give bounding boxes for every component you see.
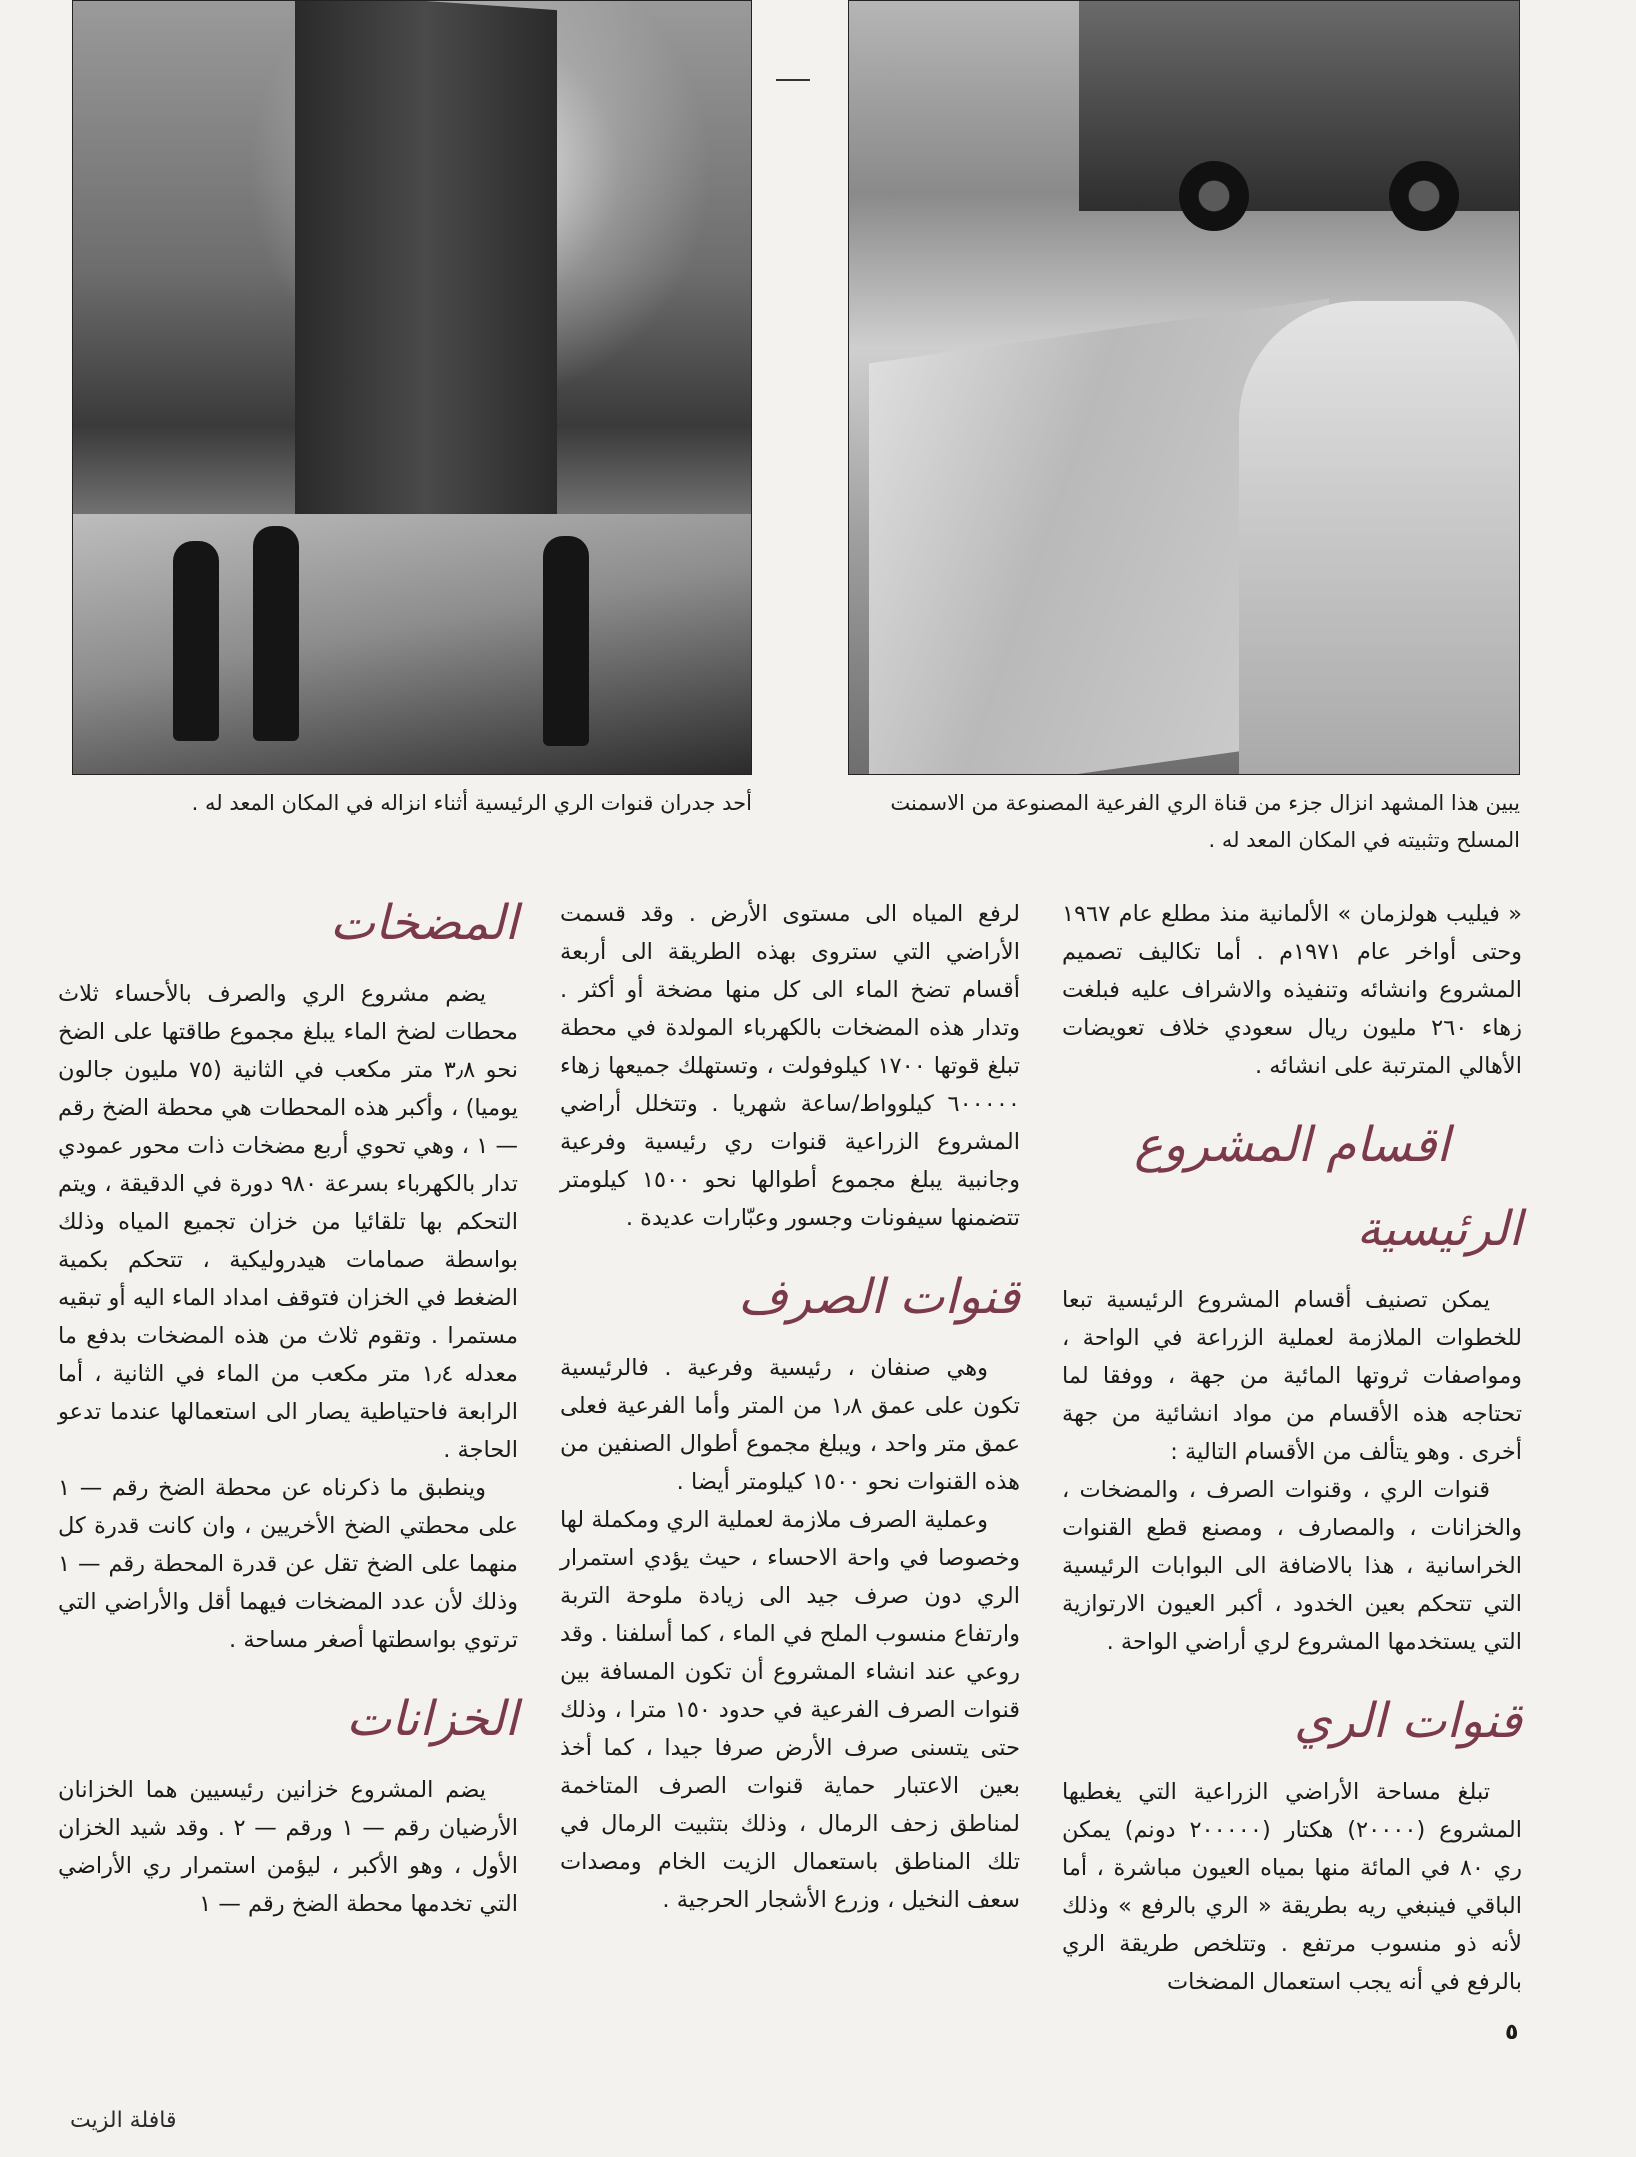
section-heading: قنوات الري xyxy=(1293,1693,1522,1749)
section-heading: المضخات xyxy=(329,895,518,951)
magazine-name: قافلة الزيت xyxy=(70,2108,177,2133)
article-column-middle xyxy=(560,895,1020,1919)
paragraph: وينطبق ما ذكرناه عن محطة الضخ رقم — ١ على محطتي الضخ الأخريين ، وان كانت قدرة كل منهما على الضخ تقل عن قدرة المحطة رقم — ١ وذلك لأن عدد المضخات فيهما أقل والأراضي التي ترتوي بواسطتها أصغر مساحة . xyxy=(58,1475,518,1653)
paragraph: يمكن تصنيف أقسام المشروع الرئيسية تبعا للخطوات الملازمة لعملية الزراعة في الواحة ، ومواصفات ثروتها المائية من جهة ، ووفقا لما تحتاجه هذه الأقسام من مواد انشائية من جهة أخرى . وهو يتألف من الأقسام التالية : xyxy=(1062,1287,1522,1465)
paragraph: تبلغ مساحة الأراضي الزراعية التي يغطيها المشروع (٢٠٠٠٠) هكتار (٢٠٠٠٠٠ دونم) يمكن ري ٨٠ في المائة منها بمياه العيون مباشرة ، أما الباقي فينبغي ريه بطريقة « الري بالرفع » وذلك لأنه ذو منسوب مرتفع . وتتلخص طريقة الري بالرفع في أنه يجب استعمال المضخات xyxy=(1062,1779,1522,1995)
paragraph: يضم المشروع خزانين رئيسيين هما الخزانان الأرضيان رقم — ١ ورقم — ٢ . وقد شيد الخزان الأول ، وهو الأكبر ، ليؤمن استمرار ري الأراضي التي تخدمها محطة الضخ رقم — ١ xyxy=(58,1777,519,1917)
section-heading: اقسام المشروع الرئيسية xyxy=(1134,1117,1522,1257)
worker-silhouette xyxy=(173,541,219,741)
caption-left: أحد جدران قنوات الري الرئيسية أثناء انزاله في المكان المعد له . xyxy=(191,791,752,815)
section-heading: قنوات الصرف xyxy=(738,1269,1020,1325)
paragraph: لرفع المياه الى مستوى الأرض . وقد قسمت الأراضي التي ستروى بهذه الطريقة الى أربعة أقسام تضخ الماء الى كل منها مضخة أو أكثر . وتدار هذه المضخات بالكهرباء المولدة في محطة تبلغ قوتها ١٧٠٠ كيلوفولت ، وتستهلك جميعها زهاء ٦٠٠٠٠٠ كيلوواط/ساعة شهريا . وتتخلل أراضي المشروع الزراعية قنوات ري رئيسية وفرعية وجانبية يبلغ مجموع أطوالها نحو ١٥٠٠ كيلومتر تتضمنها سيفونات وجسور وعبّارات عديدة . xyxy=(560,901,1020,1231)
paragraph: وعملية الصرف ملازمة لعملية الري ومكملة لها وخصوصا في واحة الاحساء ، حيث يؤدي استمرار الري دون صرف جيد الى زيادة ملوحة التربة وارتفاع منسوب الملح في الماء ، كما أسلفنا . وقد روعي عند انشاء المشروع أن تكون المسافة بين قنوات الصرف الفرعية في حدود ١٥٠ مترا ، وذلك حتى يتسنى صرف الأرض صرفا جيدا ، كما أخذ بعين الاعتبار حماية قنوات الصرف المتاخمة لمناطق زحف الرمال ، وذلك بتثبيت الرمال في تلك المناطق باستعمال الزيت الخام ومصدات سعف النخيل ، وزرع الأشجار الحرجية . xyxy=(560,1507,1021,1913)
paragraph: يضم مشروع الري والصرف بالأحساء ثلاث محطات لضخ الماء يبلغ مجموع طاقتها على الضخ نحو ٣٫٨ متر مكعب في الثانية (٧٥ مليون جالون يوميا) ، وأكبر هذه المحطات هي محطة الضخ رقم — ١ ، وهي تحوي أربع مضخات ذات محور عمودي تدار بالكهرباء بسرعة ٩٨٠ دورة في الدقيقة ، ويتم التحكم بها تلقائيا من خزان تجميع المياه وذلك بواسطة صمامات هيدروليكية ، تتحكم بكمية الضغط في الخزان فتوقف امداد الماء اليه أو تبقيه مستمرا . وتقوم ثلاث من هذه المضخات بدفع ما معدله ١٫٤ متر مكعب من الماء في الثانية ، أما الرابعة فاحتياطية يصار الى استعمالها عندما تدعو الحاجة . xyxy=(58,981,519,1463)
article-column-right xyxy=(1062,895,1522,2001)
decorative-dash xyxy=(776,79,810,81)
worker-silhouette xyxy=(543,536,589,746)
worker-silhouette xyxy=(253,526,299,741)
photo-channel-segment-install xyxy=(848,0,1520,775)
article-column-left xyxy=(58,895,518,1923)
worker-figure xyxy=(1239,301,1519,775)
paragraph: « فيليب هولزمان » الألمانية منذ مطلع عام ١٩٦٧ وحتى أواخر عام ١٩٧١م . أما تكاليف تصميم المشروع وانشائه وتنفيذه والاشراف عليه فبلغت زهاء ٢٦٠ مليون ريال سعودي خلاف تعويضات الأهالي المترتبة على انشائه . xyxy=(1062,901,1522,1079)
section-heading: الخزانات xyxy=(346,1691,518,1747)
paragraph: وهي صنفان ، رئيسية وفرعية . فالرئيسية تكون على عمق ١٫٨ من المتر وأما الفرعية فعلى عمق متر واحد ، ويبلغ مجموع أطوال الصنفين من هذه القنوات نحو ١٥٠٠ كيلومتر أيضا . xyxy=(560,1355,1021,1495)
page-number: ٥ xyxy=(1505,2020,1519,2045)
concrete-panel xyxy=(295,0,557,570)
caption-right: يبين هذا المشهد انزال جزء من قناة الري الفرعية المصنوعة من الاسمنت المسلح وتثبيته في المكان المعد له . xyxy=(890,791,1520,852)
truck-wheel xyxy=(1179,161,1249,231)
photo-canal-wall-lowering xyxy=(72,0,752,775)
paragraph: قنوات الري ، وقنوات الصرف ، والمضخات ، والخزانات ، والمصارف ، ومصنع قطع القنوات الخراسانية ، هذا بالاضافة الى البوابات الرئيسية التي تتحكم بعين الخدود ، أكبر العيون الارتوازية التي يستخدمها المشروع لري أراضي الواحة . xyxy=(1062,1477,1522,1655)
truck-wheel xyxy=(1389,161,1459,231)
